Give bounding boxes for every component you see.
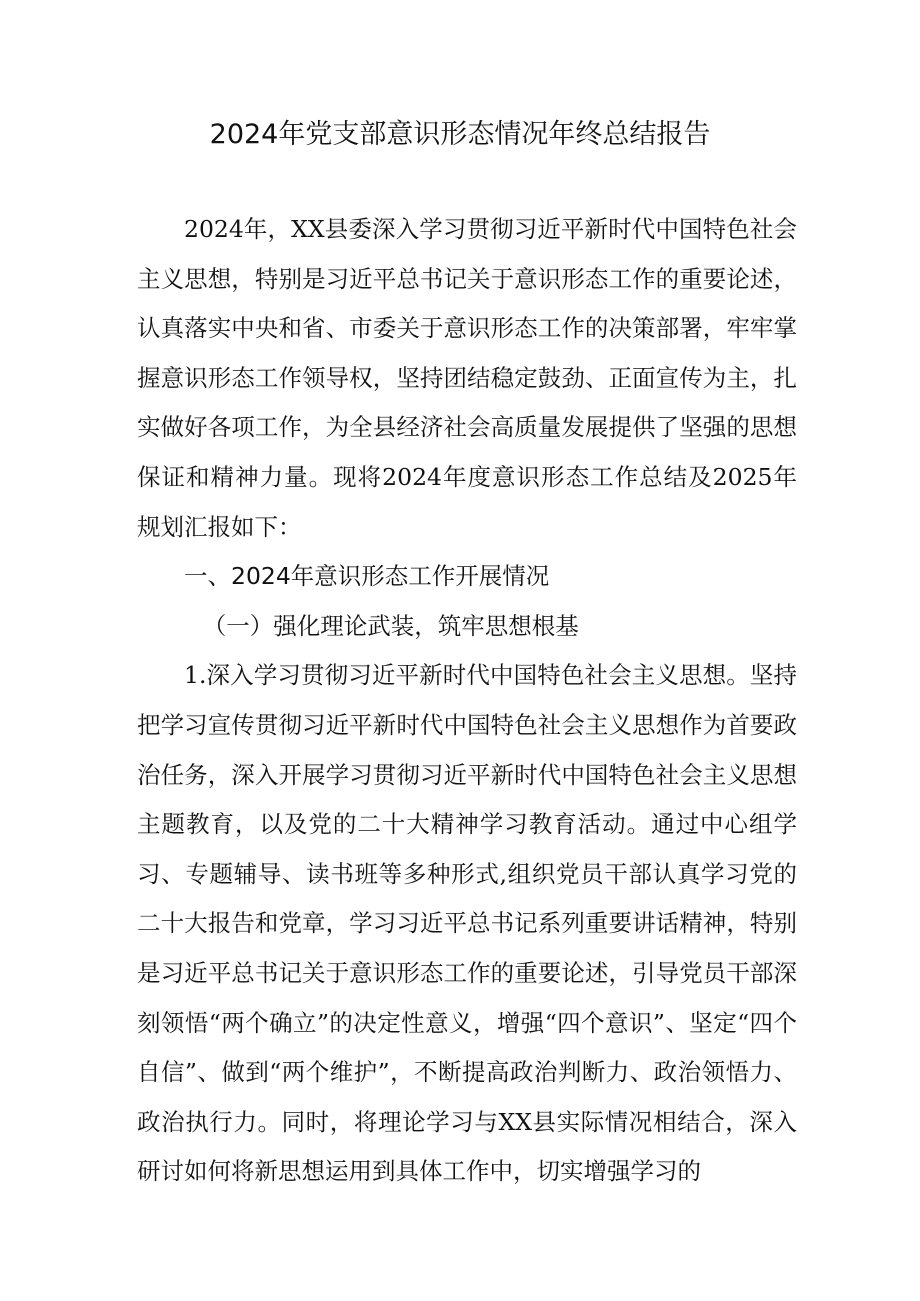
document-body xyxy=(137,205,797,1197)
item-paragraph-1: 1.深入学习贯彻习近平新时代中国特色社会主义思想。坚持把学习宣传贯彻习近平新时代中国特色社会主义思想作为首要政治任务，深入开展学习贯彻习近平新时代中国特色社会主义思想主题教育，以及党的二十大精神学习教育活动。通过中心组学习、专题辅导、读书班等多种形式,组织党员干部认真学习党的二十大报告和党章，学习习近平总书记系列重要讲话精神，特别是习近平总书记关于意识形态工作的重要论述，引导党员干部深刻领悟“两个确立”的决定性意义，增强“四个意识”、坚定“四个自信”、做到“两个维护”，不断提高政治判断力、政治领悟力、政治执行力。同时，将理论学习与XX县实际情况相结合，深入研讨如何将新思想运用到具体工作中，切实增强学习的 xyxy=(137,661,797,1186)
intro-paragraph: 2024年，XX县委深入学习贯彻习近平新时代中国特色社会主义思想，特别是习近平总书记关于意识形态工作的重要论述，认真落实中央和省、市委关于意识形态工作的决策部署，牢牢掌握意识形态工作领导权，坚持团结稳定鼓劲、正面宣传为主，扎实做好各项工作，为全县经济社会高质量发展提供了坚强的思想保证和精神力量。现将2024年度意识形态工作总结及2025年规划汇报如下： xyxy=(137,215,797,541)
subsection-heading-1: （一）强化理论武装，筑牢思想根基 xyxy=(202,611,579,640)
section-heading-1: 一、2024年意识形态工作开展情况 xyxy=(184,562,550,591)
document-title: 2024年党支部意识形态情况年终总结报告 xyxy=(209,119,711,150)
